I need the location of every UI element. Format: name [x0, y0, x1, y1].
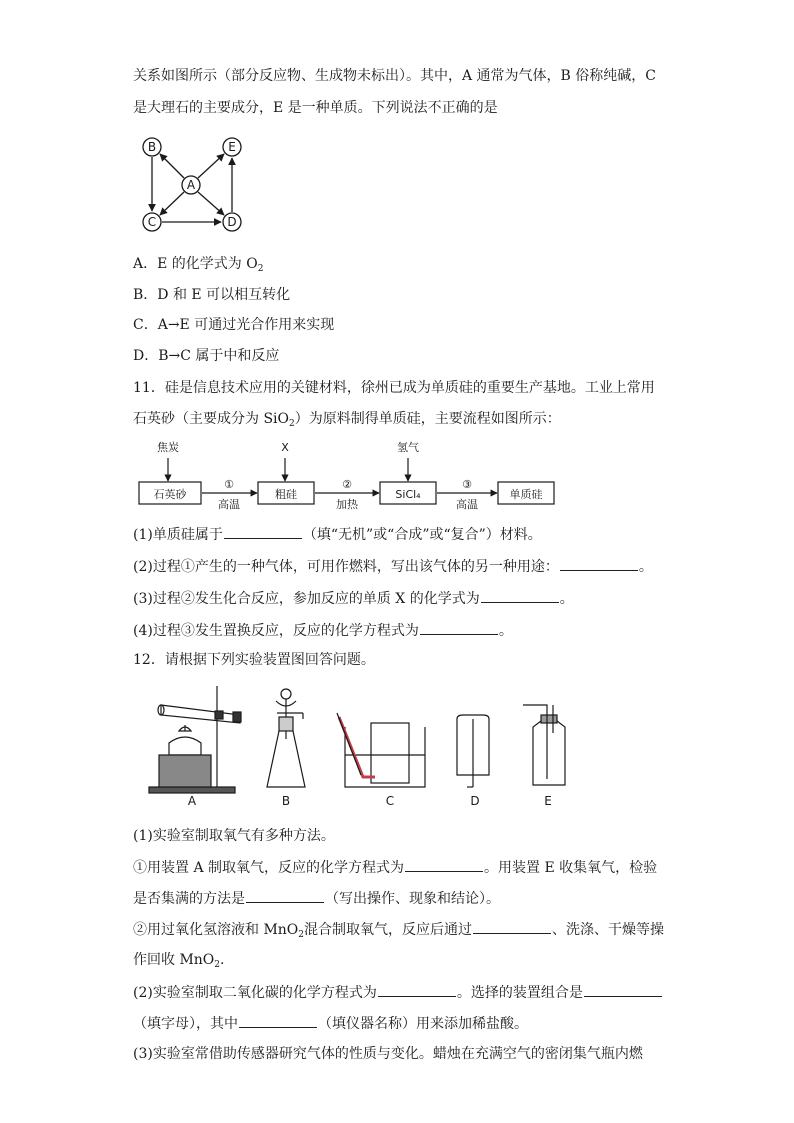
q12-part-2: (2)实验室制取二氧化碳的化学方程式为 。选择的装置组合是: [133, 982, 663, 1003]
apparatus-d: [457, 715, 489, 787]
apparatus-label-b: B: [281, 794, 291, 808]
node-b-label: B: [147, 140, 157, 154]
step-3: ③: [462, 478, 472, 491]
step-1: ①: [224, 478, 234, 491]
input-coke: 焦炭: [157, 441, 179, 454]
q12-part-3: (3)实验室常借助传感器研究气体的性质与变化。蜡烛在充满空气的密闭集气瓶内燃: [133, 1046, 643, 1062]
apparatus-e: [523, 705, 565, 785]
option-a: A．E 的化学式为 $O_2$: [133, 256, 264, 274]
intro-line-1: 关系如图所示（部分反应物、生成物未标出）。其中，A 通常为气体，B 俗称纯碱，C: [133, 68, 657, 84]
node-d-label: D: [227, 215, 237, 229]
label-pure-silicon: 单质硅: [509, 488, 543, 501]
condition-2: 加热: [336, 498, 358, 511]
answer-blank: [481, 588, 559, 603]
q12-part-1b: ②用过氧化氢溶液和 MnO$_2$混合制取氧气，反应后通过 、洗涤、干燥等操: [133, 919, 664, 940]
apparatus-label-e: E: [544, 794, 552, 808]
input-x: X: [281, 441, 289, 454]
answer-blank: [584, 982, 662, 997]
lab-apparatus-diagram: [145, 683, 575, 808]
input-hydrogen: 氢气: [397, 441, 419, 454]
answer-blank: [224, 524, 302, 539]
apparatus-c: [337, 713, 425, 787]
arrow-a-d: [198, 192, 224, 215]
answer-blank: [473, 919, 551, 934]
apparatus-label-c: C: [385, 794, 395, 808]
condition-3: 高温: [456, 498, 478, 511]
q12-part-1a: ①用装置 A 制取氧气，反应的化学方程式为 。用装置 E 收集氧气，检验: [133, 857, 657, 878]
q11-line-2: 石英砂（主要成分为 SiO$_2$）为原料制得单质硅，主要流程如图所示：: [133, 411, 561, 429]
arrow-a-e: [198, 154, 224, 178]
answer-blank: [246, 888, 324, 903]
step-2: ②: [342, 478, 352, 491]
answer-blank: [378, 982, 456, 997]
arrow-a-b: [160, 154, 184, 178]
apparatus-label-d: D: [470, 794, 480, 808]
label-crude-silicon: 粗硅: [275, 488, 297, 501]
node-e-label: E: [228, 140, 236, 154]
q12-part-1b-line-2: 作回收 MnO$_2$.: [133, 952, 225, 970]
apparatus-a: [149, 686, 241, 793]
option-d: D．B→C 属于中和反应: [133, 348, 280, 364]
option-b: B．D 和 E 可以相互转化: [133, 287, 291, 303]
relation-diagram: [135, 132, 250, 232]
label-quartz-sand: 石英砂: [153, 488, 187, 501]
condition-1: 高温: [218, 498, 240, 511]
node-a-label: A: [186, 178, 196, 192]
intro-line-2: 是大理石的主要成分，E 是一种单质。下列说法不正确的是: [133, 100, 498, 116]
q11-part-4: (4)过程③发生置换反应，反应的化学方程式为 。: [133, 620, 513, 641]
apparatus-b: [267, 689, 305, 787]
q11-part-1: (1)单质硅属于 （填“无机”或“合成”或“复合”）材料。: [133, 524, 542, 545]
q11-part-2: (2)过程①产生的一种气体，可用作燃料，写出该气体的另一种用途： 。: [133, 556, 653, 577]
answer-blank: [239, 1013, 317, 1028]
q11-line-1: 11．硅是信息技术应用的关键材料，徐州已成为单质硅的重要生产基地。工业上常用: [133, 380, 655, 396]
q12-part-2-line-2: （填字母），其中 （填仪器名称）用来添加稀盐酸。: [133, 1013, 528, 1034]
q12-part-1a-line-2: 是否集满的方法是 （写出操作、现象和结论）。: [133, 888, 500, 909]
q12-title: 12．请根据下列实验装置图回答问题。: [133, 652, 375, 668]
q12-part-1: (1)实验室制取氧气有多种方法。: [133, 828, 335, 844]
option-c: C．A→E 可通过光合作用来实现: [133, 317, 335, 333]
label-sicl4: SiCl₄: [395, 488, 421, 501]
arrow-a-c: [160, 192, 184, 215]
answer-blank: [560, 556, 638, 571]
apparatus-label-a: A: [187, 794, 197, 808]
answer-blank: [405, 857, 483, 872]
process-flow-diagram: [135, 438, 565, 513]
answer-blank: [420, 620, 498, 635]
node-c-label: C: [147, 215, 157, 229]
q11-part-3: (3)过程②发生化合反应，参加反应的单质 X 的化学式为 。: [133, 588, 574, 609]
